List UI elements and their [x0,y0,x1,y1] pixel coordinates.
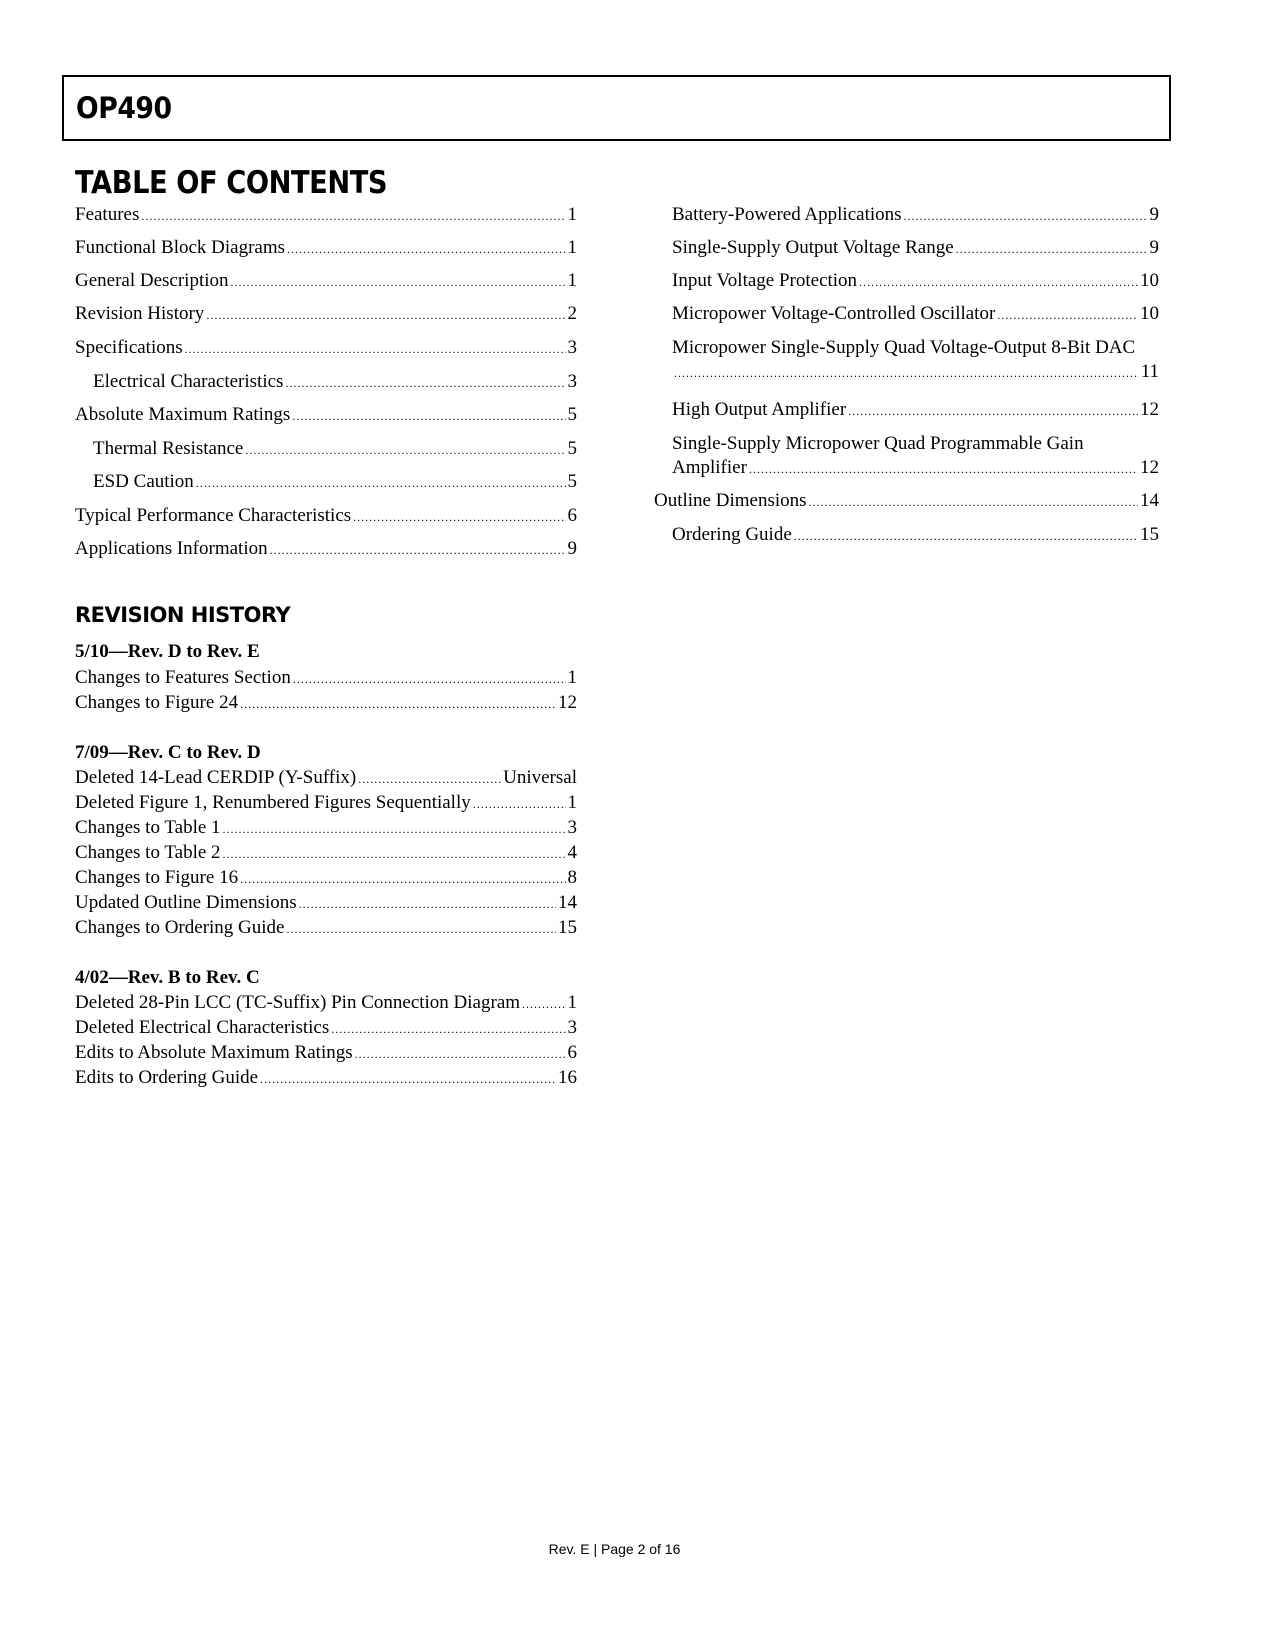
revision-item-page: 6 [567,1042,577,1063]
toc-entry-continuation [672,360,1159,385]
revision-item[interactable] [75,816,577,841]
toc-entry[interactable] [75,269,577,294]
document-title: OP490 [76,91,172,125]
toc-leader [997,302,1138,327]
toc-entry[interactable] [672,302,1159,327]
toc-entry[interactable] [672,398,1159,423]
toc-entry-page: 1 [567,270,577,291]
revision-item-text: Deleted Electrical Characteristics [75,1017,330,1038]
toc-entry-title: Thermal Resistance [93,438,244,459]
revision-item-page: 14 [558,892,577,913]
revision-group-title: 5/10—Rev. D to Rev. E [75,641,260,662]
toc-leader [286,916,556,941]
toc-entry-page: 2 [567,303,577,324]
revision-item-text: Updated Outline Dimensions [75,892,297,913]
toc-entry[interactable] [75,403,577,428]
toc-entry[interactable] [75,236,577,261]
toc-entry-title: Single-Supply Output Voltage Range [672,237,954,258]
toc-entry-page: 10 [1140,270,1159,291]
toc-entry-title: Typical Performance Characteristics [75,505,352,526]
toc-leader [299,891,556,916]
toc-leader [240,691,556,716]
toc-entry-title: Revision History [75,303,205,324]
toc-leader [196,470,566,495]
revision-item[interactable] [75,666,577,691]
toc-leader [674,360,1139,385]
revision-item-text: Changes to Figure 16 [75,867,239,888]
revision-item[interactable] [75,1041,577,1066]
toc-leader [206,302,565,327]
toc-leader [292,403,565,428]
revision-item-page: 3 [567,817,577,838]
toc-entry-page: 9 [1149,204,1159,225]
toc-entry[interactable] [75,504,577,529]
toc-leader [240,866,565,891]
revision-item-text: Changes to Figure 24 [75,692,239,713]
toc-leader [331,1016,565,1041]
revision-item-text: Edits to Absolute Maximum Ratings [75,1042,353,1063]
toc-leader [749,456,1138,481]
toc-entry[interactable] [75,336,577,361]
toc-leader [904,203,1148,228]
toc-leader [223,841,566,866]
toc-entry-title: Applications Information [75,538,268,559]
toc-entry[interactable] [672,236,1159,261]
toc-entry-page: 1 [567,237,577,258]
toc-entry-continuation [672,456,1159,481]
toc-entry[interactable] [93,437,577,462]
toc-leader [794,523,1138,548]
revision-item[interactable] [75,891,577,916]
toc-leader [293,666,566,691]
revision-item-page: 12 [558,692,577,713]
header-box [62,75,1171,141]
revision-history-heading: REVISION HISTORY [75,603,291,627]
revision-item-text: Deleted 28-Pin LCC (TC-Suffix) Pin Connection Diagram [75,992,521,1013]
revision-item-page: 1 [567,992,577,1013]
revision-item-text: Deleted 14-Lead CERDIP (Y-Suffix) [75,767,357,788]
revision-item-text: Deleted Figure 1, Renumbered Figures Sequentially [75,792,471,813]
toc-entry-page: 3 [567,371,577,392]
toc-entry[interactable] [672,523,1159,548]
toc-entry-title: Outline Dimensions [654,490,807,511]
revision-item[interactable] [75,991,577,1016]
revision-item-page: 3 [567,1017,577,1038]
revision-item[interactable] [75,1066,577,1091]
toc-entry-title: Input Voltage Protection [672,270,858,291]
toc-entry[interactable] [75,203,577,228]
toc-entry-title: General Description [75,270,229,291]
toc-entry-page: 12 [1140,457,1159,478]
toc-leader [355,1041,566,1066]
toc-entry-page: 5 [567,438,577,459]
toc-entry-page: 15 [1140,524,1159,545]
toc-entry-title: Specifications [75,337,183,358]
toc-leader [245,437,565,462]
revision-item-text: Changes to Table 2 [75,842,221,863]
revision-item-text: Changes to Features Section [75,667,291,688]
page-footer: Rev. E | Page 2 of 16 [548,1541,681,1557]
toc-leader [231,269,566,294]
revision-item-page: 4 [567,842,577,863]
revision-item[interactable] [75,841,577,866]
toc-entry-title: Amplifier [672,457,747,478]
toc-leader [956,236,1148,261]
toc-entry-title: Absolute Maximum Ratings [75,404,291,425]
revision-item[interactable] [75,766,577,791]
toc-entry[interactable] [93,470,577,495]
revision-item[interactable] [75,691,577,716]
toc-leader [809,489,1138,514]
toc-heading: TABLE OF CONTENTS [75,165,388,201]
revision-item[interactable] [75,1016,577,1041]
toc-entry[interactable] [93,370,577,395]
toc-entry-title-line1: Single-Supply Micropower Quad Programmable Gain [672,433,1084,454]
toc-leader [141,203,565,228]
toc-entry-page: 10 [1140,303,1159,324]
toc-entry[interactable] [672,269,1159,294]
toc-entry[interactable] [672,203,1159,228]
toc-leader [223,816,566,841]
toc-leader [358,766,501,791]
revision-item-text: Edits to Ordering Guide [75,1067,259,1088]
toc-entry-page: 11 [1140,361,1159,382]
toc-leader [522,991,565,1016]
toc-leader [260,1066,556,1091]
revision-item-page: 16 [558,1067,577,1088]
revision-item-text: Changes to Table 1 [75,817,221,838]
toc-leader [859,269,1138,294]
toc-entry-title: Electrical Characteristics [93,371,284,392]
toc-entry-page: 5 [567,471,577,492]
toc-entry-title: ESD Caution [93,471,194,492]
toc-entry-title: High Output Amplifier [672,399,847,420]
toc-entry-page: 14 [1140,490,1159,511]
revision-item[interactable] [75,866,577,891]
toc-entry-page: 5 [567,404,577,425]
toc-entry-title: Micropower Voltage-Controlled Oscillator [672,303,996,324]
toc-leader [848,398,1138,423]
revision-group-title: 4/02—Rev. B to Rev. C [75,967,260,988]
revision-item[interactable] [75,916,577,941]
revision-item-page: Universal [503,767,577,788]
toc-entry[interactable] [75,537,577,562]
toc-entry[interactable] [75,302,577,327]
toc-leader [353,504,565,529]
toc-leader [287,236,565,261]
toc-entry-title: Functional Block Diagrams [75,237,286,258]
revision-item-text: Changes to Ordering Guide [75,917,285,938]
toc-entry-page: 1 [567,204,577,225]
revision-item-page: 1 [567,792,577,813]
toc-entry-title: Ordering Guide [672,524,792,545]
revision-item-page: 1 [567,667,577,688]
toc-entry-page: 12 [1140,399,1159,420]
toc-entry-page: 3 [567,337,577,358]
toc-leader [185,336,566,361]
revision-group-title: 7/09—Rev. C to Rev. D [75,742,261,763]
toc-entry[interactable] [672,432,1159,481]
revision-item-page: 15 [558,917,577,938]
toc-leader [473,791,566,816]
toc-entry-page: 9 [1149,237,1159,258]
toc-leader [270,537,566,562]
toc-entry[interactable] [654,489,1159,514]
toc-entry-title: Micropower Single-Supply Quad Voltage-Output 8-Bit DAC [672,337,1136,358]
revision-item[interactable] [75,791,577,816]
toc-entry-page: 6 [567,505,577,526]
toc-entry-page: 9 [567,538,577,559]
toc-entry-title: Features [75,204,140,225]
toc-leader [285,370,565,395]
toc-entry-title: Battery-Powered Applications [672,204,902,225]
toc-entry[interactable] [672,336,1159,385]
revision-item-page: 8 [567,867,577,888]
